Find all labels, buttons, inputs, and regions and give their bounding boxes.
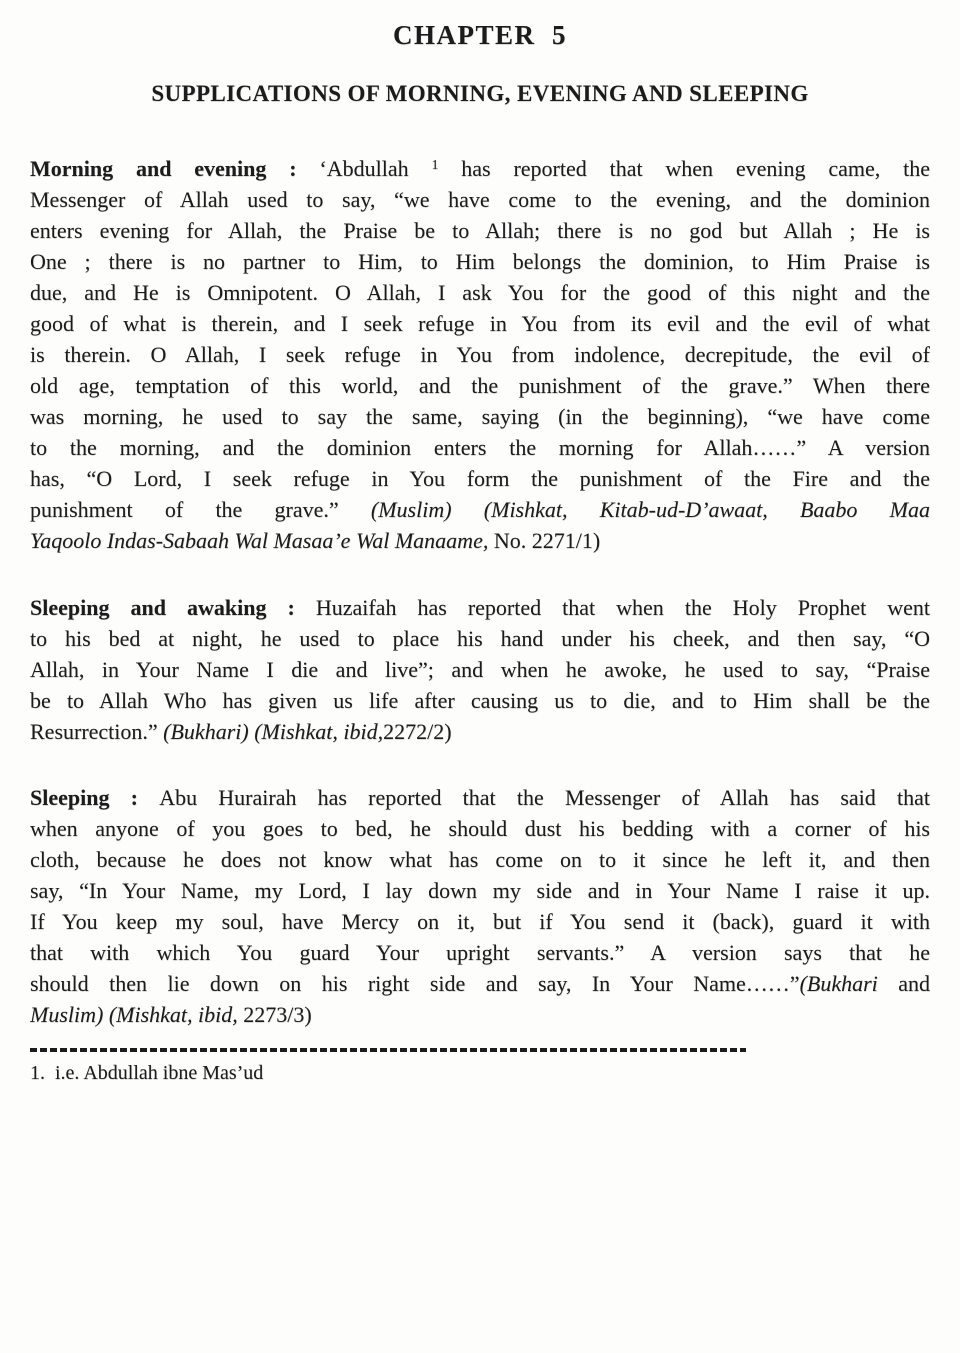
text-segment: when anyone of you goes to bed, he should dust his bedding with a corner of his [30, 816, 930, 841]
text-line [30, 525, 930, 556]
text-line [30, 370, 930, 401]
paragraph-sleeping [30, 782, 930, 1030]
text-segment: Muslim) (Mishkat, ibid, [30, 1002, 238, 1027]
text-line [30, 716, 930, 747]
text-line [30, 494, 930, 525]
text-line [30, 184, 930, 215]
footnote-reference-mark: 1 [431, 158, 439, 173]
text-line [30, 463, 930, 494]
text-segment: If You keep my soul, have Mercy on it, but if You send it (back), guard it with [30, 909, 930, 934]
text-segment: to the morning, and the dominion enters the morning for Allah……” A version [30, 435, 930, 460]
text-segment: good of what is therein, and I seek refuge in You from its evil and the evil of what [30, 311, 930, 336]
text-segment: Resurrection.” [30, 719, 164, 744]
text-line [30, 401, 930, 432]
text-line [30, 937, 930, 968]
text-segment: was morning, he used to say the same, saying (in the beginning), “we have come [30, 404, 930, 429]
text-segment: say, “In Your Name, my Lord, I lay down my side and in Your Name I raise it up. [30, 878, 930, 903]
text-segment: (Muslim) (Mishkat, Kitab-ud-D’awaat, Baabo Maa [370, 497, 930, 522]
text-segment: (Bukhari) (Mishkat, ibid, [163, 719, 384, 744]
text-line [30, 339, 930, 370]
text-segment: ‘Abdullah [319, 156, 432, 181]
text-segment: Allah, in Your Name I die and live”; and when he awoke, he used to say, “Praise [30, 657, 930, 682]
text-segment: old age, temptation of this world, and the punishment of the grave.” When there [30, 373, 930, 398]
text-line [30, 813, 930, 844]
text-segment: Messenger of Allah used to say, “we have come to the evening, and the dominion [30, 187, 930, 212]
text-segment: Morning and evening : [30, 156, 320, 181]
text-segment: cloth, because he does not know what has come on to it since he left it, and then [30, 847, 930, 872]
text-segment: Yaqoolo Indas-Sabaah Wal Masaa’e Wal Manaame, [30, 528, 489, 553]
text-segment: Sleeping and awaking : [30, 595, 316, 620]
text-line [30, 592, 930, 623]
text-line [30, 685, 930, 716]
text-line [30, 968, 930, 999]
text-line [30, 999, 930, 1030]
text-line [30, 308, 930, 339]
text-line [30, 246, 930, 277]
text-segment: has, “O Lord, I seek refuge in You form the punishment of the Fire and the [30, 466, 930, 491]
text-segment: punishment of the grave.” [30, 497, 371, 522]
chapter-subtitle: SUPPLICATIONS OF MORNING, EVENING AND SLEEPING [151, 81, 809, 106]
footnote-divider [30, 1048, 746, 1052]
text-line [30, 875, 930, 906]
text-line [30, 906, 930, 937]
text-line [30, 215, 930, 246]
text-segment: and [877, 971, 930, 996]
text-line [30, 844, 930, 875]
text-segment: Sleeping : [30, 785, 160, 810]
paragraph-morning-and-evening [30, 153, 930, 556]
chapter-heading: CHAPTER 5 [392, 20, 567, 50]
text-segment: 2272/2) [383, 719, 452, 744]
text-segment: One ; there is no partner to Him, to Him belongs the dominion, to Him Praise is [30, 249, 930, 274]
text-line [30, 782, 930, 813]
text-line [30, 432, 930, 463]
text-line [30, 623, 930, 654]
text-line [30, 277, 930, 308]
text-segment: is therein. O Allah, I seek refuge in You from indolence, decrepitude, the evil of [30, 342, 930, 367]
text-segment: that with which You guard Your upright servants.” A version says that he [30, 940, 930, 965]
text-segment: 2273/3) [237, 1002, 312, 1027]
text-segment: No. 2271/1) [488, 528, 601, 553]
text-segment: Abu Hurairah has reported that the Messenger of Allah has said that [159, 785, 930, 810]
footnote-text: 1. i.e. Abdullah ibne Mas’ud [30, 1062, 264, 1084]
text-segment: be to Allah Who has given us life after causing us to die, and to Him shall be the [30, 688, 930, 713]
text-segment: has reported that when evening came, the [438, 156, 930, 181]
text-line [30, 153, 930, 184]
text-segment: Huzaifah has reported that when the Holy Prophet went [315, 595, 930, 620]
text-segment: (Bukhari [799, 971, 878, 996]
paragraph-sleeping-and-awaking [30, 592, 930, 747]
text-line [30, 654, 930, 685]
text-segment: enters evening for Allah, the Praise be to Allah; there is no god but Allah ; He is [30, 218, 930, 243]
text-segment: due, and He is Omnipotent. O Allah, I ask You for the good of this night and the [30, 280, 930, 305]
text-segment: should then lie down on his right side and say, In Your Name……” [30, 971, 800, 996]
text-segment: to his bed at night, he used to place his hand under his cheek, and then say, “O [30, 626, 930, 651]
